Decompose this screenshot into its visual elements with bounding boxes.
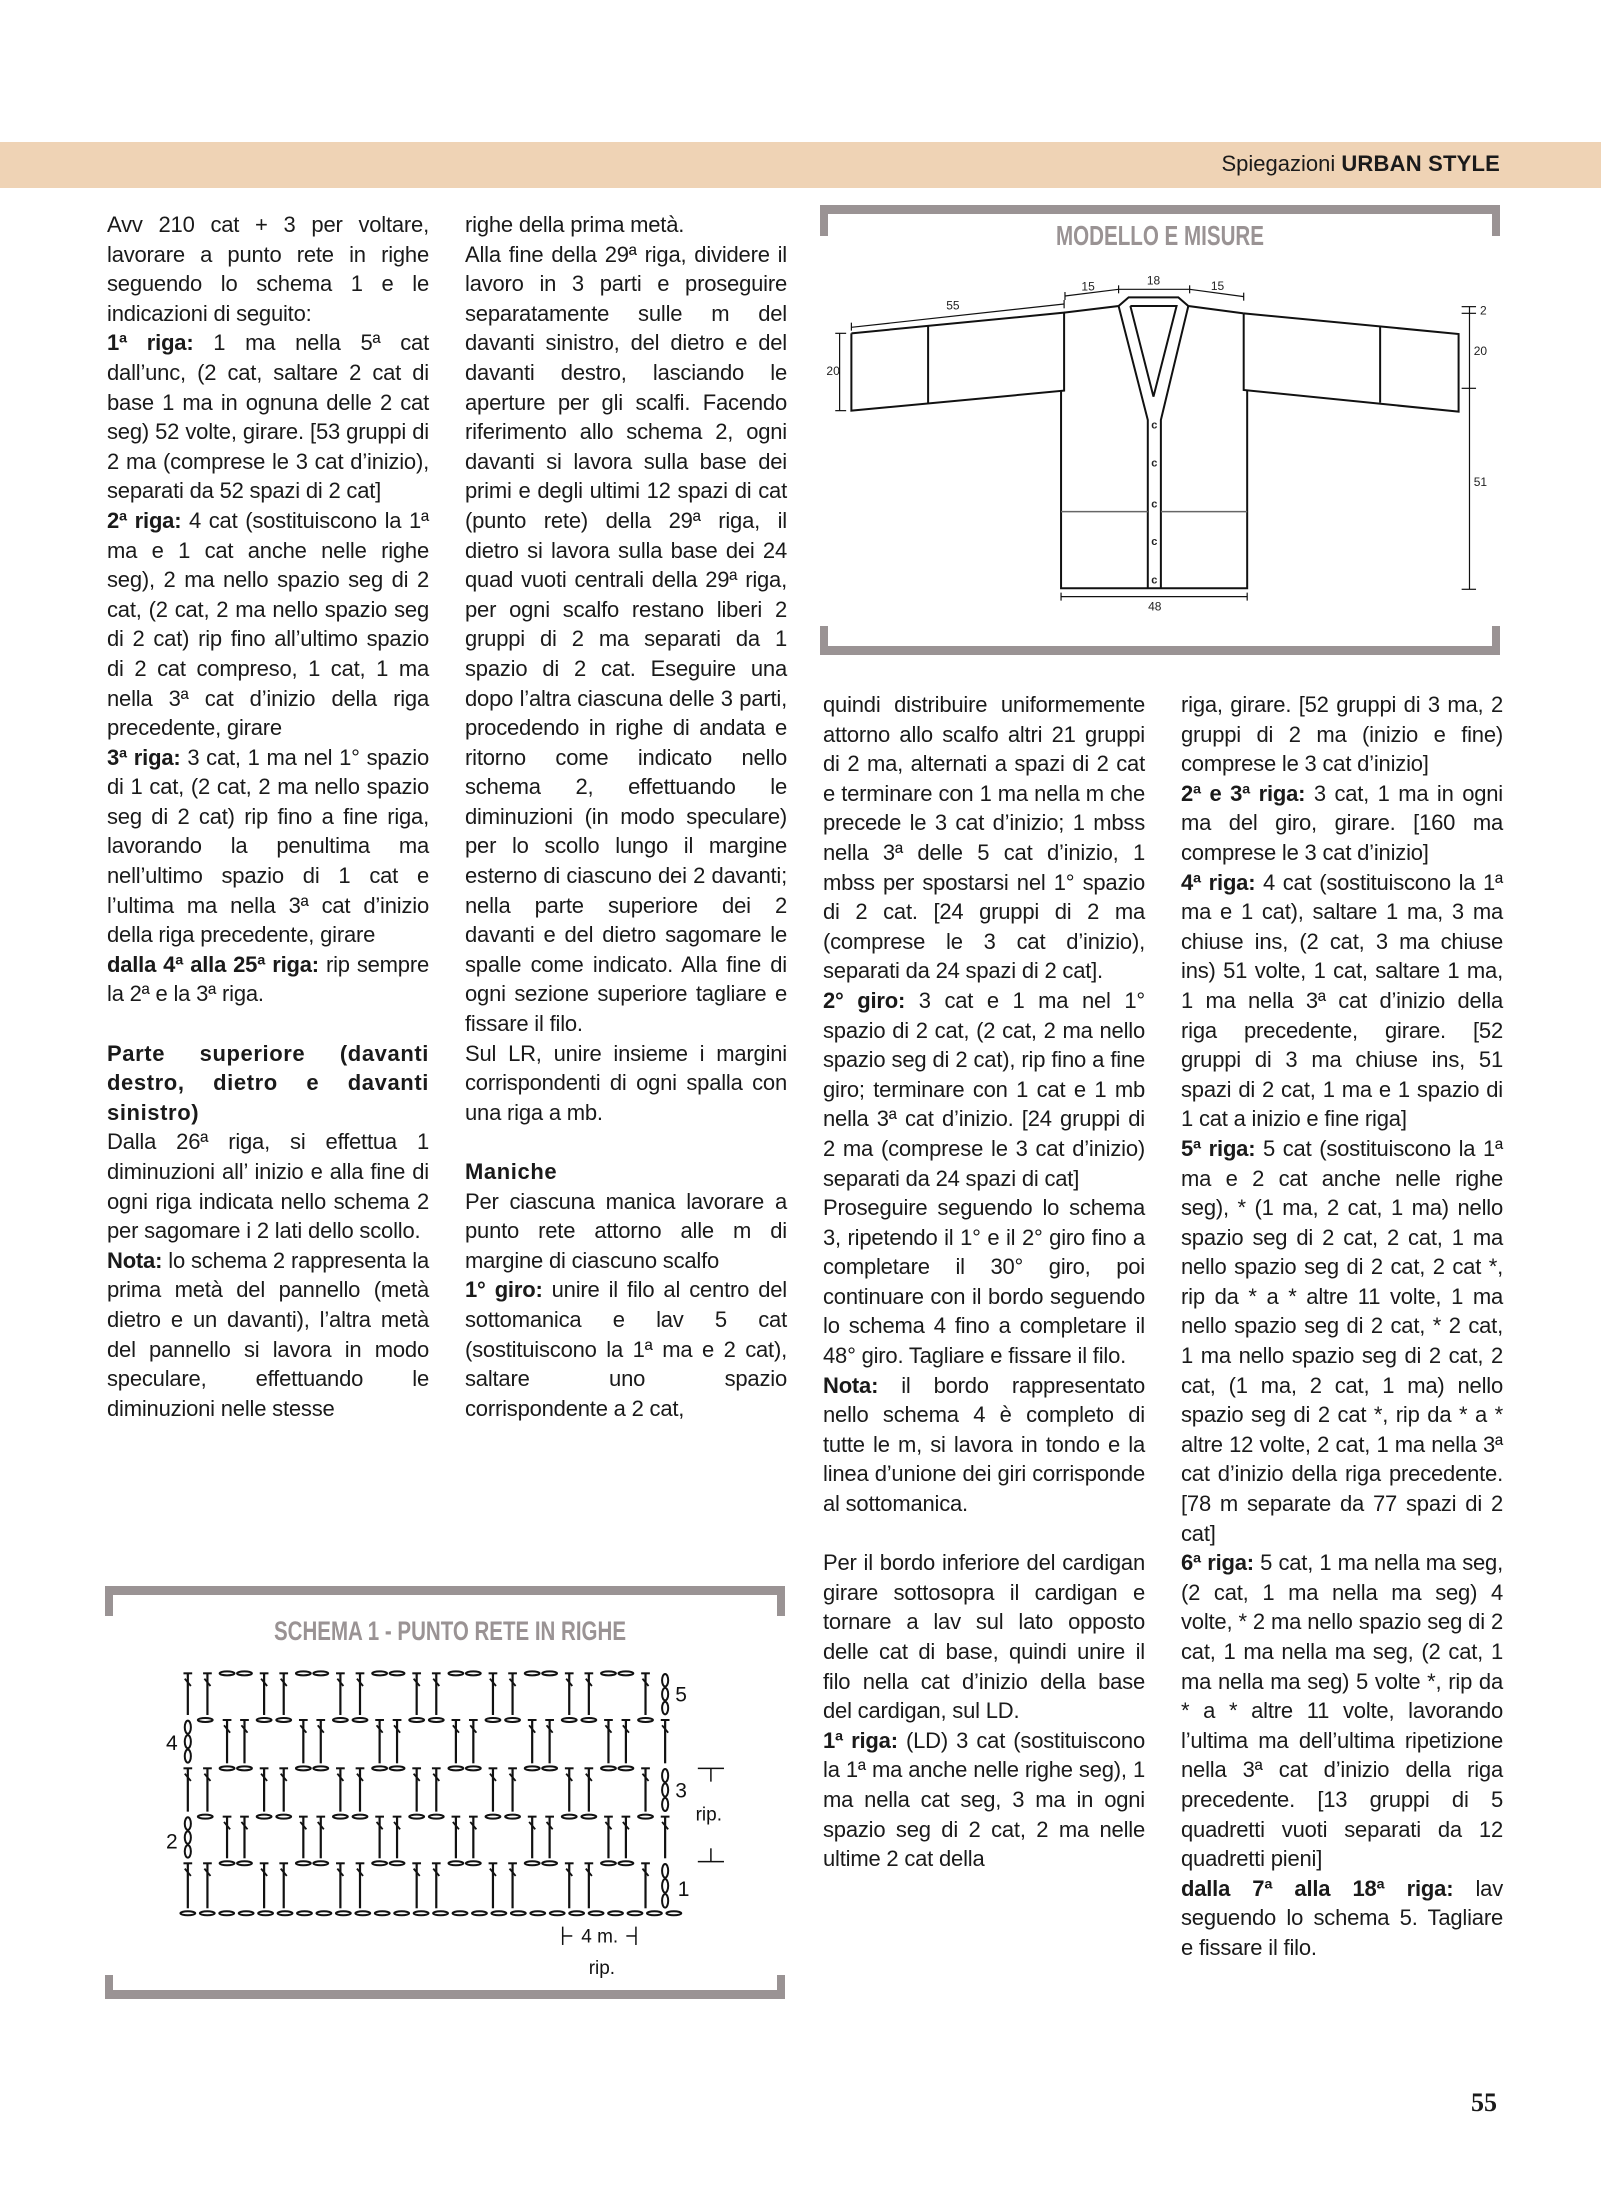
chain-stitch xyxy=(409,1718,424,1722)
paragraph xyxy=(823,1726,1145,1874)
chain-stitch xyxy=(220,1861,235,1865)
chain-stitch xyxy=(448,1766,463,1770)
chain-stitch xyxy=(466,1766,481,1770)
paragraph-text: 1 ma nella 5ª cat dall’unc, (2 cat, saltare 2 cat di base 1 ma in ognuna delle 2 cat seg) 52 volte, girare. [53 gruppi di 2 ma (comprese le 3 cat d’inizio), separati da 52 spazi di 2 cat] xyxy=(107,330,429,504)
chain-stitch xyxy=(313,1671,328,1675)
paragraph-text: Avv 210 cat + 3 per voltare, lavorare a punto rete in righe seguendo lo schema 1 e le indicazioni di seguito: xyxy=(107,212,429,326)
chart-labels xyxy=(166,1684,722,1979)
chain-stitch xyxy=(219,1911,234,1915)
chain-stitch xyxy=(278,1911,293,1915)
paragraph-text: Alla fine della 29ª riga, dividere il lavoro in 3 parti e proseguire separatamente sulle m del davanti sinistro, del dietro e del davanti destro, lasciando le aperture per gli scalfi. Facendo riferimento allo schema 2, ogni davanti si lavora sulla base dei primi e degli ultimi 12 spazi di cat (punto rete) della 29ª riga, il dietro si lavora sulla base dei 24 quad vuoti centrali della 29ª riga, per ogni scalfo restano liberi 2 gruppi di 2 ma separati da 1 spazio di 2 cat. Eseguire una dopo l’altra ciascuna delle 3 parti, procedendo in righe di andata e ritorno come indicato nello schema 2, effettuando le diminuzioni (in modo speculare) per lo scollo lungo il margine esterno di ciascuno dei 2 davanti; nella parte superiore dei 2 davanti e del dietro sagomare le spalle come indicato. Alla fine di ogni sezione superiore tagliare e fissare il filo. xyxy=(465,241,787,1037)
double-crochet-stitch xyxy=(412,1863,421,1908)
double-crochet-stitch xyxy=(432,1673,441,1715)
chain-stitch xyxy=(355,1911,370,1915)
paragraph xyxy=(1181,690,1503,779)
paragraph xyxy=(107,743,429,950)
paragraph xyxy=(465,1039,787,1128)
chain-stitch xyxy=(525,1671,540,1675)
double-crochet-stitch xyxy=(528,1720,537,1763)
chain-stitch xyxy=(372,1861,387,1865)
chain-stitch xyxy=(353,1718,368,1722)
chain-stitch xyxy=(390,1766,405,1770)
row-label-4: 4 xyxy=(166,1732,178,1755)
chain-stitch xyxy=(316,1911,331,1915)
chain-stitch xyxy=(562,1718,577,1722)
chain-stitch xyxy=(562,1815,577,1819)
chain-stitch xyxy=(237,1766,252,1770)
label-neck: 18 xyxy=(1146,273,1161,288)
chain-stitch xyxy=(618,1766,633,1770)
chain-stitch xyxy=(429,1815,444,1819)
text-column-2 xyxy=(465,210,787,1423)
page-number: 55 xyxy=(1471,2088,1497,2117)
paragraph xyxy=(107,328,429,506)
left-front-band xyxy=(1119,306,1148,588)
double-crochet-stitch xyxy=(393,1720,402,1763)
chain-stitch xyxy=(220,1671,235,1675)
turning-chain xyxy=(662,1894,668,1908)
chain-stitch xyxy=(313,1766,328,1770)
double-crochet-stitch xyxy=(622,1817,631,1859)
measure-labels xyxy=(826,273,1487,613)
chain-stitch xyxy=(237,1861,252,1865)
chain-stitch xyxy=(198,1815,213,1819)
figure-title: SCHEMA 1 - PUNTO RETE IN RIGHE xyxy=(274,1616,626,1646)
double-crochet-stitch xyxy=(469,1817,478,1859)
paragraph-text: righe della prima metà. xyxy=(465,212,685,237)
paragraph xyxy=(823,1548,1145,1726)
paragraph-lead: Nota: xyxy=(107,1247,163,1273)
double-crochet-stitch xyxy=(584,1673,593,1715)
double-crochet-stitch xyxy=(279,1673,288,1715)
turning-chain xyxy=(185,1735,191,1748)
chain-stitch xyxy=(638,1718,653,1722)
chain-stitch xyxy=(258,1911,273,1915)
chain-stitch xyxy=(276,1718,291,1722)
double-crochet-stitch xyxy=(661,1720,670,1763)
double-crochet-stitch xyxy=(412,1768,421,1811)
row-label-1: 1 xyxy=(677,1878,690,1901)
paragraph xyxy=(107,210,429,328)
turning-chain xyxy=(662,1798,668,1811)
turning-chain xyxy=(662,1783,668,1796)
chain-stitch xyxy=(486,1718,501,1722)
chain-stitch xyxy=(200,1911,215,1915)
paragraph-text: 5 cat, 1 ma nella ma seg, (2 cat, 1 ma nella ma seg) 4 volte, * 2 ma nello spazio seg di 2 cat, 1 ma nella ma seg, (2 cat, 1 ma nella ma seg) 5 volte *, rip da * a * altre 11 volte, lavorando l’ultima ma dell’ultima ripetizione nella 3ª cat d’inizio della riga precedente. [13 gruppi di 5 quadretti vuoti separati da 12 quadretti pieni] xyxy=(1181,1550,1503,1872)
chain-stitch xyxy=(448,1861,463,1865)
model-measurements-figure xyxy=(820,200,1500,660)
chain-stitch xyxy=(601,1766,616,1770)
chain-stitch xyxy=(618,1861,633,1865)
double-crochet-stitch xyxy=(336,1673,345,1715)
paragraph-lead: 6ª riga: xyxy=(1181,1550,1254,1576)
double-crochet-stitch xyxy=(622,1720,631,1763)
chain-stitch xyxy=(333,1718,348,1722)
cardigan-outline xyxy=(835,285,1476,600)
double-crochet-stitch xyxy=(299,1720,308,1763)
turning-chain xyxy=(185,1831,191,1844)
right-sleeve xyxy=(1244,313,1459,411)
paragraph xyxy=(1181,1548,1503,1874)
double-crochet-stitch xyxy=(260,1863,269,1908)
chain-stitch xyxy=(601,1861,616,1865)
paragraph xyxy=(465,1275,787,1423)
chain-stitch xyxy=(372,1766,387,1770)
double-crochet-stitch xyxy=(336,1768,345,1811)
paragraph-text: Proseguire seguendo lo schema 3, ripetendo il 1° e il 2° giro fino a completare il 30° giro, poi continuare con il bordo seguendo lo schema 4 fino a completare il 48° giro. Tagliare e fissare il filo. xyxy=(823,1195,1145,1369)
paragraph xyxy=(465,240,787,1039)
paragraph-lead: 2ª riga: xyxy=(107,507,182,533)
turning-chain xyxy=(662,1688,668,1701)
double-crochet-stitch xyxy=(316,1720,325,1763)
paragraph-lead: dalla 7ª alla 18ª riga: xyxy=(1181,1875,1454,1901)
paragraph-text: 4 cat (sostituiscono la 1ª ma e 1 cat), saltare 1 ma, 3 ma chiuse ins, (2 cat, 3 ma chiuse ins) 51 volte, 1 cat, saltare 1 ma, 1 ma nella 3ª cat d’inizio della riga precedente, girare. [52 gruppi di 3 ma chiuse ins, 51 spazi di 2 cat, 1 ma e 1 spazio di 1 cat a inizio e fine riga] xyxy=(1181,869,1503,1132)
button-mark: c xyxy=(1151,457,1158,470)
chain-stitch xyxy=(414,1911,429,1915)
turning-chain xyxy=(185,1721,191,1734)
chain-stitch xyxy=(433,1911,448,1915)
paragraph-text: il bordo rappresentato nello schema 4 è completo di tutte le m, si lavora in tondo e la linea d’unione dei giri corrisponde al sottomanica. xyxy=(823,1372,1145,1517)
paragraph-text: 4 cat (sostituiscono la 1ª ma e 1 cat anche nelle righe seg), 2 ma nello spazio seg di 2 cat, (2 cat, 2 ma nello spazio seg di 2 cat) rip fino all’ultimo spazio di 2 cat compreso, 1 cat, 1 ma nella 3ª cat d’inizio della riga precedente, girare xyxy=(107,507,429,741)
repeat-stitches-label: 4 m. xyxy=(581,1926,619,1948)
chain-stitch xyxy=(453,1911,468,1915)
chain-stitch xyxy=(581,1815,596,1819)
turning-chain xyxy=(185,1817,191,1830)
double-crochet-stitch xyxy=(641,1768,650,1811)
paragraph xyxy=(1181,1134,1503,1548)
chain-stitch xyxy=(466,1861,481,1865)
paragraph xyxy=(1181,868,1503,1134)
schema-1-figure xyxy=(105,1580,785,2020)
chain-stitch xyxy=(486,1815,501,1819)
double-crochet-stitch xyxy=(240,1817,249,1859)
text-column-3 xyxy=(823,690,1145,1874)
section-title: URBAN STYLE xyxy=(1341,151,1500,176)
chain-stitch xyxy=(581,1718,596,1722)
chain-stitch xyxy=(220,1766,235,1770)
button-mark: c xyxy=(1151,574,1158,587)
chain-stitch xyxy=(429,1718,444,1722)
chain-stitch xyxy=(505,1718,520,1722)
double-crochet-stitch xyxy=(604,1720,613,1763)
chain-stitch xyxy=(608,1911,623,1915)
paragraph xyxy=(465,1187,787,1276)
paragraph xyxy=(823,690,1145,986)
paragraph-text: 3 cat, 1 ma in ogni ma del giro, girare. [160 ma comprese le 3 cat d’inizio] xyxy=(1181,780,1503,865)
paragraph xyxy=(1181,1874,1503,1963)
chain-stitch xyxy=(647,1911,662,1915)
paragraph xyxy=(465,210,787,240)
paragraph-lead: 3ª riga: xyxy=(107,744,181,770)
label-shoulder-right: 15 xyxy=(1210,279,1225,293)
text-column-4 xyxy=(1181,690,1503,1963)
paragraph xyxy=(823,1371,1145,1519)
double-crochet-stitch xyxy=(565,1768,574,1811)
chain-stitch xyxy=(542,1766,557,1770)
chain-stitch xyxy=(257,1815,272,1819)
row-label-3: 3 xyxy=(675,1779,687,1803)
chain-stitch xyxy=(542,1671,557,1675)
row-label-5: 5 xyxy=(675,1683,687,1707)
chain-stitch xyxy=(472,1911,487,1915)
section-header xyxy=(1221,151,1500,177)
chain-stitch xyxy=(466,1671,481,1675)
paragraph-text: Dalla 26ª riga, si effettua 1 diminuzioni all’ inizio e alla fine di ogni riga indicata nello schema 2 per sagomare i 2 lati dello scollo. xyxy=(107,1129,429,1244)
chain-stitch xyxy=(237,1671,252,1675)
double-crochet-stitch xyxy=(584,1863,593,1908)
double-crochet-stitch xyxy=(279,1768,288,1811)
repeat-stitches-rip: rip. xyxy=(588,1958,616,1979)
paragraph-text: Sul LR, unire insieme i margini corrispondenti di ogni spalla con una riga a mb. xyxy=(465,1040,787,1125)
chain-stitch xyxy=(589,1911,604,1915)
chain-stitch xyxy=(511,1911,526,1915)
double-crochet-stitch xyxy=(183,1768,192,1811)
text-column-1 xyxy=(107,210,429,1423)
double-crochet-stitch xyxy=(260,1673,269,1715)
double-crochet-stitch xyxy=(356,1768,365,1811)
chain-stitch xyxy=(530,1911,545,1915)
double-crochet-stitch xyxy=(183,1863,192,1908)
chain-stitch xyxy=(390,1671,405,1675)
paragraph-lead: 4ª riga: xyxy=(1181,869,1256,895)
chain-stitch xyxy=(525,1766,540,1770)
double-crochet-stitch xyxy=(508,1673,517,1715)
figure-title: MODELLO E MISURE xyxy=(1056,220,1264,251)
double-crochet-stitch xyxy=(183,1673,192,1715)
chain-stitch xyxy=(372,1671,387,1675)
chain-stitch xyxy=(525,1861,540,1865)
paragraph-text: 3 cat e 1 ma nel 1° spazio di 2 cat, (2 cat, 2 ma nello spazio seg di 2 cat), rip fino a fine giro; terminare con 1 cat e 1 mb nella 3ª cat d’inizio. [24 gruppi di 2 ma (comprese le 3 cat d’inizio) separati da 24 spazi di cat] xyxy=(823,987,1145,1191)
row-label-2: 2 xyxy=(166,1830,178,1854)
section-heading: Parte superiore (davanti destro, dietro e davanti sinistro) xyxy=(107,1040,429,1125)
chain-stitch xyxy=(409,1815,424,1819)
double-crochet-stitch xyxy=(356,1863,365,1908)
chain-stitch xyxy=(491,1911,506,1915)
double-crochet-stitch xyxy=(432,1768,441,1811)
double-crochet-stitch xyxy=(508,1768,517,1811)
double-crochet-stitch xyxy=(203,1673,212,1715)
left-sleeve xyxy=(851,313,1064,411)
double-crochet-stitch xyxy=(489,1673,498,1715)
chain-stitch xyxy=(296,1671,311,1675)
chain-stitch xyxy=(198,1718,213,1722)
paragraph-lead: 1ª riga: xyxy=(823,1727,898,1753)
chain-stitch xyxy=(296,1766,311,1770)
label-shoulder-left: 15 xyxy=(1081,279,1095,294)
chain-stitch xyxy=(618,1671,633,1675)
double-crochet-stitch xyxy=(661,1817,670,1859)
paragraph-text: lo schema 2 rappresenta la prima metà del pannello (metà dietro e un davanti), l’altra metà del pannello si lavora in modo speculare, effettuando le diminuzioni nelle stesse xyxy=(107,1247,429,1421)
paragraph xyxy=(823,1193,1145,1371)
paragraph-text: quindi distribuire uniformemente attorno allo scalfo altri 21 gruppi di 2 ma, alternati a spazi di 2 cat e terminare con 1 ma nella m che precede le 3 cat d’inizio; 1 mbss nella 3ª delle 5 cat d’inizio, 1 mbss per spostarsi nel 1° spazio di 2 cat. [24 gruppi di 2 ma (comprese le 3 cat d’inizio), separati da 24 spazi di 2 cat]. xyxy=(823,692,1145,984)
double-crochet-stitch xyxy=(375,1720,384,1763)
double-crochet-stitch xyxy=(565,1863,574,1908)
turning-chain xyxy=(185,1845,191,1858)
chain-stitch xyxy=(276,1815,291,1819)
double-crochet-stitch xyxy=(412,1673,421,1715)
chain-stitch xyxy=(542,1861,557,1865)
double-crochet-stitch xyxy=(223,1720,232,1763)
chain-stitch xyxy=(666,1911,681,1915)
double-crochet-stitch xyxy=(336,1863,345,1908)
paragraph xyxy=(107,950,429,1009)
double-crochet-stitch xyxy=(641,1673,650,1715)
double-crochet-stitch xyxy=(489,1768,498,1811)
stitch-chart xyxy=(180,1671,724,1945)
chain-stitch xyxy=(505,1815,520,1819)
chain-stitch xyxy=(448,1671,463,1675)
double-crochet-stitch xyxy=(203,1768,212,1811)
double-crochet-stitch xyxy=(565,1673,574,1715)
double-crochet-stitch xyxy=(432,1863,441,1908)
label-body-length: 51 xyxy=(1473,475,1488,489)
turning-chain xyxy=(662,1674,668,1687)
paragraph-text: 5 cat (sostituiscono la 1ª ma e 2 cat anche nelle righe seg), * (1 ma, 2 cat, 1 ma) nello spazio seg di 2 cat, 2 cat, 1 ma nello spazio seg di 2 cat, 2 cat *, rip da * a * altre 11 volte, 1 ma nello spazio seg di 2 cat, * 2 cat, 1 ma nello spazio seg di 2 cat, 2 cat, (1 ma, 2 cat, 1 ma) nello spazio seg di 2 cat *, rip da * a * altre 12 volte, 2 cat, 1 ma nella 3ª cat d’inizio della riga precedente. [78 m separate da 77 spazi di 2 cat] xyxy=(1181,1135,1503,1546)
button-mark: c xyxy=(1151,536,1158,548)
double-crochet-stitch xyxy=(393,1817,402,1859)
chain-stitch xyxy=(353,1815,368,1819)
repeat-rows-label: rip. xyxy=(695,1804,723,1826)
double-crochet-stitch xyxy=(260,1768,269,1811)
paragraph-lead: 2ª e 3ª riga: xyxy=(1181,780,1306,806)
paragraph-lead: Nota: xyxy=(823,1372,879,1398)
chain-stitch xyxy=(333,1815,348,1819)
chain-stitch xyxy=(569,1911,584,1915)
paragraph-text: riga, girare. [52 gruppi di 3 ma, 2 gruppi di 2 ma (inizio e fine) comprese le 3 cat d’inizio] xyxy=(1181,692,1503,777)
turning-chain xyxy=(662,1879,668,1893)
chain-stitch xyxy=(297,1911,312,1915)
chain-stitch xyxy=(375,1911,390,1915)
paragraph-lead: 2° giro: xyxy=(823,987,906,1013)
section-header-band xyxy=(0,142,1601,188)
turning-chain xyxy=(185,1750,191,1763)
double-crochet-stitch xyxy=(240,1720,249,1763)
double-crochet-stitch xyxy=(545,1817,554,1859)
paragraph-text: lav seguendo lo schema 5. Tagliare e fissare il filo. xyxy=(1181,1875,1504,1960)
double-crochet-stitch xyxy=(584,1768,593,1811)
paragraph-text: (LD) 3 cat (sostituiscono la 1ª ma anche nelle righe seg), 1 ma nella cat seg, 3 ma in ogni spazio seg di 2 cat, 2 ma nelle ultime 2 cat della xyxy=(823,1727,1145,1872)
paragraph-text: Per ciascuna manica lavorare a punto rete attorno alle m di margine di ciascuno scalfo xyxy=(465,1188,787,1273)
paragraph-lead: 1ª riga: xyxy=(107,330,194,356)
label-sleeve-depth-left: 20 xyxy=(826,364,840,378)
chain-stitch xyxy=(336,1911,351,1915)
paragraph xyxy=(107,1246,429,1424)
double-crochet-stitch xyxy=(316,1817,325,1859)
double-crochet-stitch xyxy=(452,1720,461,1763)
double-crochet-stitch xyxy=(545,1720,554,1763)
label-band: 2 xyxy=(1480,303,1487,318)
chain-stitch xyxy=(180,1911,195,1915)
chain-stitch xyxy=(550,1911,565,1915)
section-label: Spiegazioni xyxy=(1221,151,1336,176)
label-body-width: 48 xyxy=(1148,599,1162,614)
button-mark: c xyxy=(1151,498,1158,511)
turning-chain xyxy=(662,1864,668,1878)
double-crochet-stitch xyxy=(528,1817,537,1859)
turning-chain xyxy=(662,1702,668,1715)
paragraph xyxy=(823,986,1145,1193)
double-crochet-stitch xyxy=(452,1817,461,1859)
chain-stitch xyxy=(394,1911,409,1915)
chain-stitch xyxy=(638,1815,653,1819)
chain-stitch xyxy=(257,1718,272,1722)
schema-diagram xyxy=(105,1580,785,2020)
double-crochet-stitch xyxy=(508,1863,517,1908)
double-crochet-stitch xyxy=(203,1863,212,1908)
chain-stitch xyxy=(628,1911,643,1915)
chain-stitch xyxy=(313,1861,328,1865)
turning-chain xyxy=(662,1769,668,1782)
double-crochet-stitch xyxy=(375,1817,384,1859)
paragraph-text: unire il filo al centro del sottomanica e lav 5 cat (sostituiscono la 1ª ma e 2 cat), saltare uno spazio corrispondente a 2 cat, xyxy=(465,1277,787,1421)
paragraph xyxy=(1181,779,1503,868)
paragraph-lead: 1° giro: xyxy=(465,1277,543,1303)
label-sleeve-depth-right: 20 xyxy=(1473,344,1488,358)
label-sleeve-length: 55 xyxy=(946,298,960,313)
model-diagram xyxy=(820,200,1500,660)
double-crochet-stitch xyxy=(641,1863,650,1908)
double-crochet-stitch xyxy=(489,1863,498,1908)
paragraph xyxy=(107,1127,429,1245)
double-crochet-stitch xyxy=(299,1817,308,1859)
chain-stitch xyxy=(601,1671,616,1675)
paragraph-lead: 5ª riga: xyxy=(1181,1135,1256,1161)
double-crochet-stitch xyxy=(279,1863,288,1908)
paragraph-text: rip sempre la 2ª e la 3ª riga. xyxy=(107,951,429,1007)
double-crochet-stitch xyxy=(604,1817,613,1859)
chain-stitch xyxy=(239,1911,254,1915)
double-crochet-stitch xyxy=(469,1720,478,1763)
paragraph xyxy=(107,506,429,743)
button-mark: c xyxy=(1151,419,1158,432)
paragraph-text: Per il bordo inferiore del cardigan girare sottosopra il cardigan e tornare a lav sul lato opposto delle cat di base, quindi unire il filo nella cat d’inizio della base del cardigan, sul LD. xyxy=(823,1550,1145,1724)
double-crochet-stitch xyxy=(223,1817,232,1859)
paragraph-text: 3 cat, 1 ma nel 1° spazio di 1 cat, (2 cat, 2 ma nello spazio seg di 2 cat) rip fino a fine riga, lavorando la penultima ma nell’ultimo spazio di 1 cat e l’ultima ma nella 3ª cat d’inizio della riga precedente, girare xyxy=(107,744,429,948)
section-heading: Maniche xyxy=(465,1159,558,1184)
double-crochet-stitch xyxy=(356,1673,365,1715)
paragraph-lead: dalla 4ª alla 25ª riga: xyxy=(107,951,319,977)
chain-stitch xyxy=(296,1861,311,1865)
chain-stitch xyxy=(390,1861,405,1865)
